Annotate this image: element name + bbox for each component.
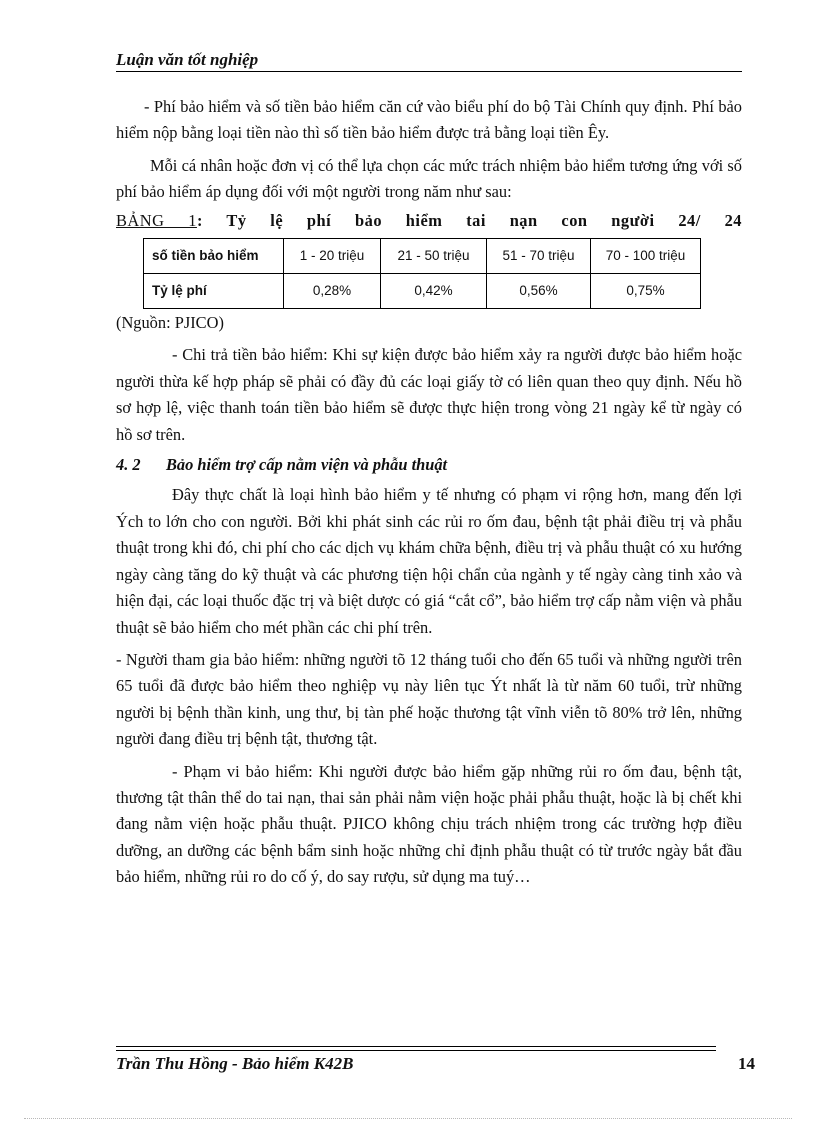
paragraph-payment: - Chi trả tiền bảo hiểm: Khi sự kiện được bảo hiểm xảy ra người được bảo hiểm hoặc người thừa kế hợp pháp sẽ phải có đầy đủ các loại giấy tờ có liên quan theo quy định. Nếu hồ sơ hợp lệ, việc thanh toán tiền bảo hiểm sẽ được thực hiện trong vòng 21 ngày kể từ ngày có hồ sơ trên.: [116, 345, 742, 444]
page-bottom-border: [24, 1118, 792, 1119]
paragraph-scope: - Phạm vi bảo hiểm: Khi người được bảo hiểm gặp những rủi ro ốm đau, bệnh tật, thương tật thân thể do tai nạn, thai sản phải nằm viện hoặc phải phẫu thuật, hoặc là bị chết khi đang nằm viện hoặc phẫu thuật. PJICO không chịu trách nhiệm trong các trường hợp điều dưỡng, an dưỡng các bệnh bẩm sinh hoặc những chỉ định phẫu thuật có từ trước ngày bắt đầu bảo hiểm, những rủi ro do cố ý, do say rượu, sử dụng ma tuý…: [116, 761, 742, 887]
paragraph-premium: - Phí bảo hiểm và số tiền bảo hiểm căn cứ vào biểu phí do bộ Tài Chính quy định. Phí bảo hiểm nộp bằng loại tiền nào thì số tiền bảo hiểm được trả bằng loại tiền Êy.: [116, 97, 742, 143]
table-cell: 0,42%: [381, 274, 487, 309]
page-number: 14: [738, 1054, 755, 1073]
running-header: Luận văn tốt nghiệp: [116, 50, 259, 69]
section-number: 4. 2: [116, 455, 141, 475]
table-cell: 21 - 50 triệu: [381, 239, 487, 274]
premium-rate-table: [143, 238, 701, 309]
table-cell: 70 - 100 triệu: [591, 239, 701, 274]
paragraph-coverage-levels: Mỗi cá nhân hoặc đơn vị có thể lựa chọn các mức trách nhiệm bảo hiểm tương ứng với số phí bảo hiểm áp dụng đối với một người trong năm như sau:: [116, 155, 742, 202]
table-row-header: số tiền bảo hiểm: [144, 239, 284, 274]
table-cell: 0,75%: [591, 274, 701, 309]
table-source: (Nguồn: PJICO): [116, 313, 224, 333]
table-cell: 0,28%: [284, 274, 381, 309]
paragraph-overview: Đây thực chất là loại hình bảo hiểm y tế nhưng có phạm vi rộng hơn, mang đến lợi Ých to lớn cho con người. Bởi khi phát sinh các rủi ro ốm đau, bệnh tật phải điều trị và phẫu thuật trong khi đó, chi phí cho các dịch vụ khám chữa bệnh, điều trị và phẫu thuật có xu hướng ngày càng tăng do kỹ thuật và các phương tiện hội chẩn của ngành y tế ngày càng tinh xảo và hiện đại, các loại thuốc đặc trị và biệt dược có giá “cắt cổ”, bảo hiểm trợ cấp nằm viện và phẫu thuật sẽ bảo hiểm cho mét phần các chi phí trên.: [116, 485, 742, 637]
table-row: [144, 274, 701, 309]
footer-divider: [116, 1050, 716, 1051]
table-cell: 0,56%: [487, 274, 591, 309]
document-body: [116, 94, 742, 891]
table-row-header: Tỷ lệ phí: [144, 274, 284, 309]
section-title: Bảo hiểm trợ cấp nằm viện và phẫu thuật: [166, 455, 448, 475]
footer-divider: [116, 1046, 716, 1047]
table-row: [144, 239, 701, 274]
table-caption: [116, 208, 742, 234]
table-cell: 51 - 70 triệu: [487, 239, 591, 274]
table-cell: 1 - 20 triệu: [284, 239, 381, 274]
table-caption-text: : Tỷ lệ phí bảo hiểm tai nạn con người 24/ 24: [196, 210, 742, 230]
table-caption-label: BẢNG 1: [116, 210, 197, 230]
header-divider: [116, 71, 742, 72]
section-heading: [116, 452, 742, 478]
footer-author: Trần Thu Hồng - Bảo hiểm K42B: [116, 1054, 354, 1073]
paragraph-participants: - Người tham gia bảo hiểm: những người tõ 12 tháng tuổi cho đến 65 tuổi và những người trên 65 tuổi đã được bảo hiểm theo nghiệp vụ này liên tục Ýt nhất là từ năm 60 tuổi, trừ những người bị bệnh thần kinh, ung thư, bị tàn phế hoặc thương tật vĩnh viễn tõ 80% trở lên, những người đang điều trị bệnh tật, thương tật.: [116, 649, 742, 749]
